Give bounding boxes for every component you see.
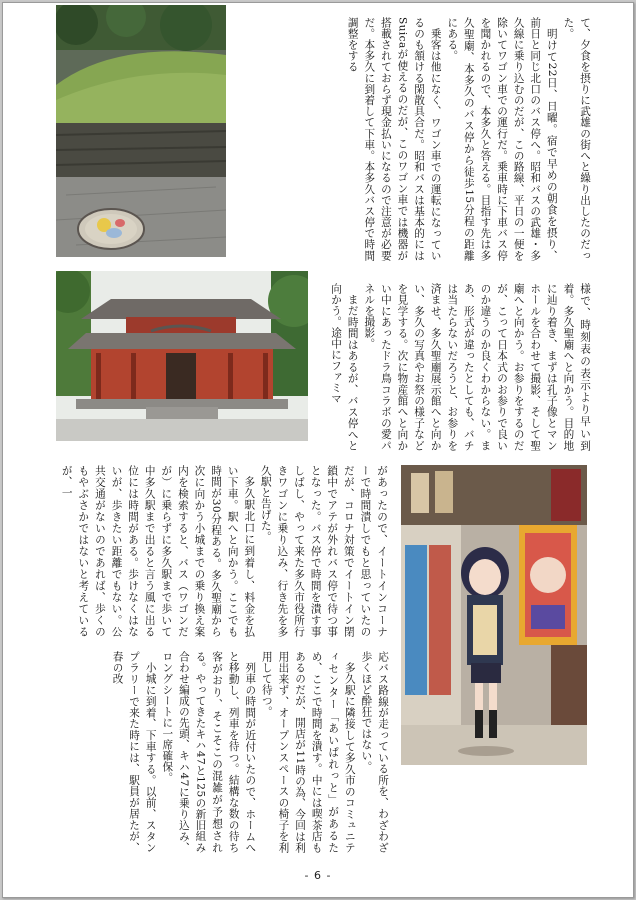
paragraph: まだ時間はあるが、バス停へと向かう。途中にファミマ	[330, 283, 359, 451]
photo-manhole-cover	[56, 5, 226, 257]
photo-taku-seibyo	[56, 271, 308, 441]
paragraph: があったので、イートインコーナーで時間潰しでもと思っていたのだが、コロナ対策でイートイン閉鎖中でアテが外れバス停で待つ事となった。バス停で時間を潰す事しばし、やって来た多久市役所行きワゴンに乗り込み、行き先を多久駅と告げた。	[259, 465, 388, 637]
paragraph: 様で、時刻表の表示より早い到着。多久聖廟へと向かう。目的地に辿り着き、まずは孔子像とマンホールを合わせて撮影、そして聖廟へと向かう。お参りをするのだが、こって日本式のお参りで良いのか違うのか良くわからない。まあ、形式が違ったとしても、バチは当たらないだろうと、お参りを済ませ、多久聖廟展示館へと向かい、多久の写真やお祭の様子などを見学する。次に物産館へと向かい中にあったドラ鳥コラボの愛パネルを撮影。	[363, 283, 591, 451]
text-column-2	[315, 283, 593, 451]
document-page	[2, 2, 634, 898]
text-column-4	[49, 651, 391, 853]
paragraph: 乗客は他になく、ワゴン車での運転になっているのも頷ける閑散具合だ。昭和バスは基本的にはSuicaが使えるのだが、このワゴン車では機器が搭載されておらず現金払いになるので注意が必要だ。本多久に到着して下車。本多久バス停で時間調整をする	[346, 17, 442, 261]
text-column-1	[233, 17, 593, 261]
paragraph: 応バス路線が走っている所を、わざわざ歩くほど酔狂ではない。	[360, 651, 389, 853]
paragraph: 多久駅北口に到着し、料金を払い下車。駅へと向かう。ここでも時間が30分程ある。多久聖廟から次に向かう小城までの乗り換え案内を検索すると、バス（ワゴンだが）に乗らずに多久駅まで歩いて中多久駅まで出ると言う風に出る位には時間がある。歩けなくはないが、歩きたい距離でもない。公共交通がないのであれば、歩くのもやぶさかではないと考えているが、一	[60, 465, 256, 637]
character-panel-illustration	[401, 465, 587, 765]
text-column-3	[45, 465, 390, 637]
page-number: - 6 -	[304, 869, 332, 882]
paragraph: 多久駅に隣接して多久市のコミュニティセンター「あいぱれっと」があるため、ここで時間を潰す。中には喫茶店もあるのだが、開店が11時の為、今回は利用出来ず、オープンスペースの椅子を利用して待つ。	[260, 651, 356, 853]
photo-character-panel	[401, 465, 587, 765]
manhole-photo-illustration	[56, 5, 226, 257]
paragraph: 列車の時間が近付いたので、ホームへと移動し、列車を待つ。結構な数の待ち客がおり、そこそこの混雑が予想される。やってきたキハ47と125の新旧組み合わせ編成の先頭、キハ47に乗り込み、ロングシートに一席確保。	[161, 651, 257, 853]
paragraph: 小城に到着、下車する。以前、スタンプラリーで来た時には、駅員が居たが、春の改	[111, 651, 157, 853]
paragraph: 明けて22日、日曜。宿で早めの朝食を摂り、前日と同じ北口のバス停へ。昭和バスの武雄・多久線に乗り込むのだが、この路線、平日の一便を除いてワゴン車での運行だ。乗車時に下車バス停を聞かれるので、本多久と答える。目指す先は多久聖廟、本多久のバス停から徒歩15分程の距離にある。	[446, 17, 558, 261]
paragraph: て、夕食を摂りに武雄の街へと繰り出したのだった。	[562, 17, 591, 261]
shrine-photo-illustration	[56, 271, 308, 441]
